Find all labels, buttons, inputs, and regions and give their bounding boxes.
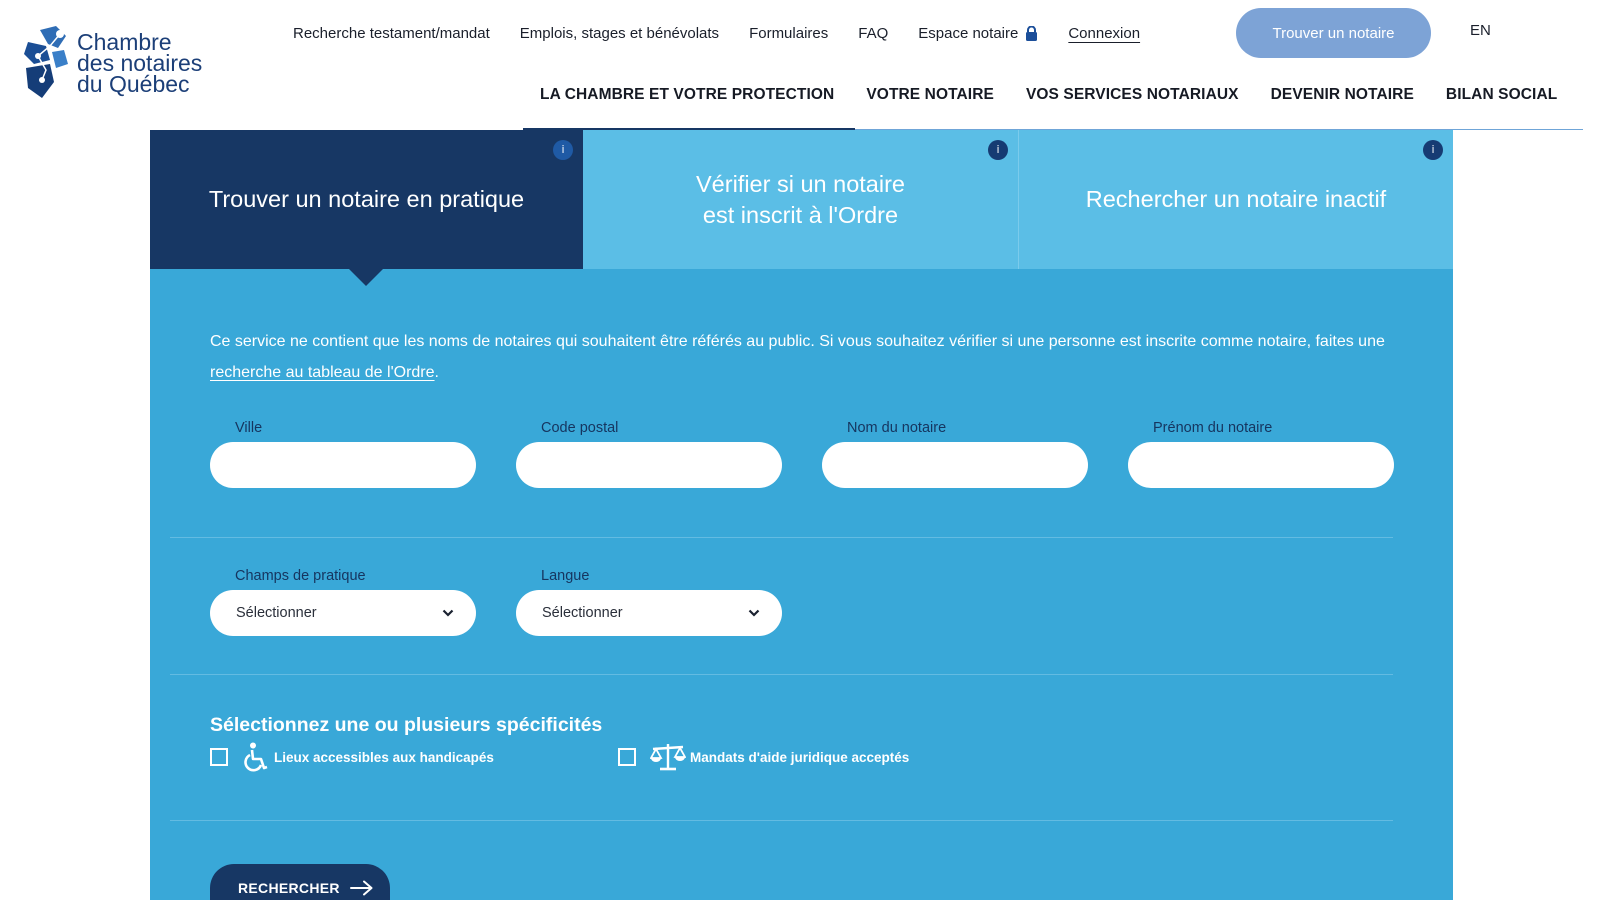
nav-link-faq[interactable]: FAQ (858, 24, 889, 42)
info-icon[interactable]: i (553, 140, 573, 160)
nav-link-forms[interactable]: Formulaires (749, 24, 829, 42)
main-nav-bilan[interactable]: BILAN SOCIAL (1445, 86, 1558, 103)
first-name-input[interactable] (1128, 442, 1394, 488)
login-link[interactable]: Connexion (1068, 24, 1141, 42)
find-notary-button[interactable]: Trouver un notaire (1236, 8, 1431, 58)
nav-link-will-search[interactable]: Recherche testament/mandat (293, 24, 490, 42)
top-nav (293, 22, 1170, 44)
practice-select-group (210, 568, 476, 636)
tab-inactive-notary[interactable] (1019, 130, 1453, 269)
city-label: Ville (235, 420, 263, 436)
language-select-value: Sélectionner (542, 605, 623, 621)
accessible-label: Lieux accessibles aux handicapés (274, 749, 494, 765)
logo-wordmark (77, 29, 203, 97)
tab-inactive-notary-label: Rechercher un notaire inactif (1085, 186, 1387, 212)
tab-find-notary-label: Trouver un notaire en pratique (208, 186, 525, 212)
logo-line-1: Chambre (77, 29, 172, 55)
nav-link-notary-space[interactable] (918, 25, 1038, 42)
divider (170, 674, 1393, 675)
tab-verify-notary[interactable] (583, 130, 1019, 269)
search-button-label: RECHERCHER (238, 880, 340, 896)
arrow-right-icon (350, 880, 374, 896)
site-logo[interactable] (20, 24, 210, 104)
chevron-down-icon (748, 609, 760, 617)
active-tab-pointer (349, 269, 383, 286)
main-nav-devenir[interactable]: DEVENIR NOTAIRE (1270, 86, 1414, 103)
nav-link-jobs[interactable]: Emplois, stages et bénévolats (519, 24, 720, 42)
accessible-option[interactable] (210, 742, 494, 772)
main-nav-votre-notaire[interactable]: VOTRE NOTAIRE (866, 86, 994, 103)
postal-code-field-group (516, 420, 782, 488)
last-name-label: Nom du notaire (847, 420, 947, 436)
logo-line-2: des notaires (77, 50, 203, 76)
first-name-label: Prénom du notaire (1153, 420, 1273, 436)
intro-text (210, 326, 1410, 388)
lock-icon (1025, 26, 1038, 41)
accessible-checkbox[interactable] (210, 748, 228, 766)
language-select[interactable] (516, 590, 782, 636)
language-select-group (516, 568, 782, 636)
postal-code-label: Code postal (541, 420, 619, 436)
logo-line-3: du Québec (77, 71, 190, 97)
legal-aid-checkbox[interactable] (618, 748, 636, 766)
search-button[interactable] (210, 864, 390, 900)
city-input[interactable] (210, 442, 476, 488)
practice-select-value: Sélectionner (236, 605, 317, 621)
info-icon[interactable]: i (1423, 140, 1443, 160)
tab-verify-notary-label: Vérifier si un notaire est inscrit à l'Ordre (696, 170, 905, 228)
city-field-group (210, 420, 476, 488)
practice-label: Champs de pratique (235, 568, 366, 584)
notary-search-panel (150, 130, 1453, 900)
notary-space-label: Espace notaire (918, 24, 1019, 42)
language-label: Langue (541, 568, 590, 584)
order-roll-link[interactable]: recherche au tableau de l'Ordre (210, 364, 435, 381)
tab-find-notary[interactable] (150, 130, 583, 269)
first-name-field-group (1128, 420, 1394, 488)
divider (170, 820, 1393, 821)
intro-sentence: Ce service ne contient que les noms de notaires qui souhaitent être référés au public. Si vous souhaitez vérifier si une personne est inscrite comme notaire, faites une (210, 333, 1385, 350)
main-nav-services[interactable]: VOS SERVICES NOTARIAUX (1025, 86, 1239, 103)
main-nav (524, 86, 1573, 104)
legal-aid-label: Mandats d'aide juridique acceptés (690, 749, 910, 765)
wheelchair-icon (242, 742, 270, 772)
search-tabs (150, 130, 1453, 269)
scales-icon (650, 742, 686, 772)
site-header (0, 0, 1600, 130)
logo-mark-icon (20, 24, 74, 100)
chevron-down-icon (442, 609, 454, 617)
main-nav-chambre[interactable]: LA CHAMBRE ET VOTRE PROTECTION (540, 86, 835, 103)
postal-code-input[interactable] (516, 442, 782, 488)
divider (170, 537, 1393, 538)
intro-end: . (434, 364, 439, 381)
last-name-field-group (822, 420, 1088, 488)
legal-aid-option[interactable] (618, 742, 909, 772)
practice-select[interactable] (210, 590, 476, 636)
info-icon[interactable]: i (988, 140, 1008, 160)
specificities-title: Sélectionnez une ou plusieurs spécificités (210, 714, 603, 736)
language-toggle[interactable]: EN (1470, 22, 1491, 39)
last-name-input[interactable] (822, 442, 1088, 488)
